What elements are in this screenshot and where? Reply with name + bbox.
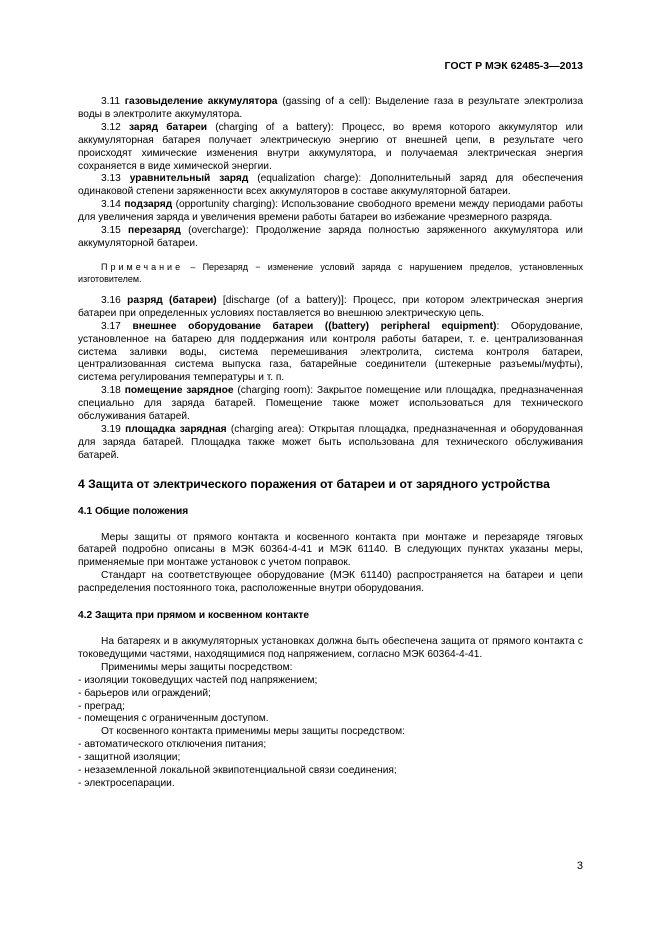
section-4-1-heading: 4.1 Общие положения bbox=[78, 505, 189, 517]
definition-3-11: 3.11 газовыделение аккумулятора (gassing of a cell): Выделение газа в результате электролиза воды в электролите аккумулятора. bbox=[78, 96, 583, 120]
definition-3-15: 3.15 перезаряд (overcharge): Продолжение заряда полностью заряженного аккумулятора или аккумуляторной батареи. bbox=[78, 225, 583, 249]
page-content bbox=[78, 96, 583, 791]
list-item: - барьеров или ограждений; bbox=[78, 687, 211, 699]
section-4-2-paragraph-3: От косвенного контакта применимы меры защиты посредством: bbox=[101, 726, 405, 738]
definition-3-14: 3.14 подзаряд (opportunity charging): Использование свободного времени между периодами работы для увеличения заряда и увеличения времени работы батареи во избежание чрезмерного разряда. bbox=[78, 199, 583, 224]
section-4-heading: 4 Защита от электрического поражения от батареи и от зарядного устройства bbox=[78, 476, 550, 491]
section-4-2-paragraph-2: Применимы меры защиты посредством: bbox=[101, 661, 293, 673]
definition-3-19: 3.19 площадка зарядная (charging area): Открытая площадка, предназначенная и оборудованная для заряда батарей. Площадка также может быть использована для технического обслуживания батарей. bbox=[78, 423, 583, 461]
section-4-2-paragraph-1: На батареях и в аккумуляторных установках должна быть обеспечена защита от прямого контакта с токоведущими частями, находящимися под напряжением, согласно МЭК 60364-4-41. bbox=[78, 636, 583, 660]
section-4-1-paragraph-1: Меры защиты от прямого контакта и косвенного контакта при монтаже и перезаряде тяговых батарей подробно описаны в МЭК 60364-4-41 и МЭК 61140. В следующих пунктах указаны меры, применяемые при монтаже установок с учетом поправок. bbox=[78, 531, 583, 569]
list-item: - незаземленной локальной эквипотенциальной связи соединения; bbox=[78, 765, 397, 777]
list-item: - электросепарации. bbox=[78, 777, 175, 789]
protection-list-2 bbox=[78, 739, 583, 791]
definition-3-13: 3.13 уравнительный заряд (equalization charge): Дополнительный заряд для обеспечения одинаковой степени заряженности всех аккумуляторов в составе аккумуляторной батареи. bbox=[78, 173, 583, 198]
definition-3-12: 3.12 заряд батареи (charging of a battery): Процесс, во время которого аккумулятор или аккумуляторная батарея получает электрическую энергию от внешней цепи, в результате чего происходят химические изменения внутри аккумулятора, и получаемая электрическая энергия сохраняется в виде химической энергии. bbox=[78, 121, 583, 172]
section-4-2-heading: 4.2 Защита при прямом и косвенном контакте bbox=[78, 610, 310, 622]
section-4-1-paragraph-2: Стандарт на соответствующее оборудование (МЭК 61140) распространяется на батареи и цепи распределения постоянного тока, расположенные внутри оборудования. bbox=[78, 570, 583, 595]
definition-3-16: 3.16 разряд (батареи) [discharge (of a battery)]: Процесс, при котором электрическая энергия батареи при определенных условиях поставляется во внешнюю электрическую цепь. bbox=[78, 294, 583, 319]
list-item: - преград; bbox=[78, 700, 125, 712]
list-item: - помещения с ограниченным доступом. bbox=[78, 713, 269, 725]
document-header: ГОСТ Р МЭК 62485-3—2013 bbox=[444, 60, 583, 72]
definition-3-18: 3.18 помещение зарядное (charging room): Закрытое помещение или площадка, предназначенная специально для заряда батарей. Помещение также может использоваться для технического обслуживания батарей. bbox=[78, 385, 583, 423]
note: Примечание – Перезаряд − изменение условий заряда с нарушением пределов, установленных изготовителем. bbox=[78, 261, 583, 284]
list-item: - изоляции токоведущих частей под напряжением; bbox=[78, 674, 318, 686]
definition-3-17: 3.17 внешнее оборудование батареи ((battery) peripheral equipment): Оборудование, установленное на батарею для поддержания или контроля работы батареи, т. е. централизованная система заливки воды, система перемешивания электролита, система контроля батареи, централизованная система выпуска газа, батарейные соединители (штекерные разъемы/муфты), система регулирования температуры и т. п. bbox=[78, 320, 583, 384]
page-number: 3 bbox=[576, 860, 583, 872]
list-item: - автоматического отключения питания; bbox=[78, 739, 267, 751]
list-item: - защитной изоляции; bbox=[78, 752, 181, 764]
protection-list-1 bbox=[78, 675, 583, 727]
